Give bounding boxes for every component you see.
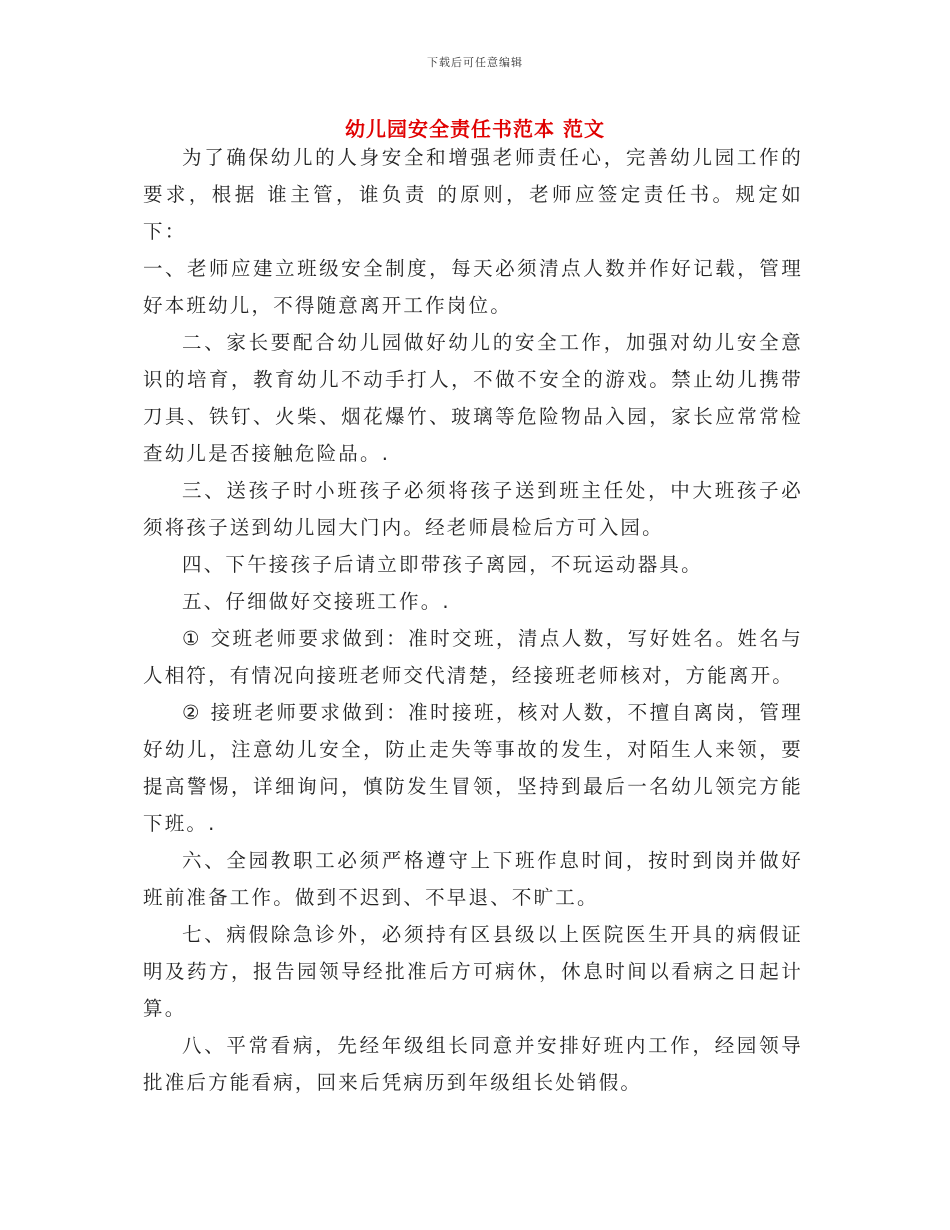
- paragraph-item-4: 四、下午接孩子后请立即带孩子离园，不玩运动器具。: [182, 553, 703, 576]
- page-title: 幼儿园安全责任书范本 范文: [345, 117, 605, 141]
- paragraph-item-7: 七、病假除急诊外，必须持有区县级以上医院医生开具的病假证明及药方，报告园领导经批准后方可病休，休息时间以看病之日起计算。: [143, 923, 803, 1020]
- paragraph-item-5: 五、仔细做好交接班工作。.: [182, 590, 451, 613]
- paragraph-item-8: 八、平常看病，先经年级组长同意并安排好班内工作，经园领导批准后方能看病，回来后凭病历到年级组长处销假。: [143, 1034, 803, 1094]
- header-note: 下载后可任意编辑: [427, 56, 523, 69]
- paragraph-item-1: 一、老师应建立班级安全制度，每天必须清点人数并作好记载，管理好本班幼儿，不得随意离开工作岗位。: [143, 257, 803, 317]
- paragraph-item-5-sub-1: ① 交班老师要求做到：准时交班，清点人数，写好姓名。姓名与人相符，有情况向接班老师交代清楚，经接班老师核对，方能离开。: [143, 627, 803, 687]
- paragraph-item-5-sub-2: ② 接班老师要求做到：准时接班，核对人数，不擅自离岗，管理好幼儿，注意幼儿安全，防止走失等事故的发生，对陌生人来领，要提高警惕，详细询问，慎防发生冒领，坚持到最后一名幼儿领完方能下班。.: [143, 701, 803, 835]
- paragraph-item-2: 二、家长要配合幼儿园做好幼儿的安全工作，加强对幼儿安全意识的培育，教育幼儿不动手打人，不做不安全的游戏。禁止幼儿携带刀具、铁钉、火柴、烟花爆竹、玻璃等危险物品入园，家长应常常检查幼儿是否接触危险品。.: [143, 331, 803, 465]
- paragraph-intro: 为了确保幼儿的人身安全和增强老师责任心，完善幼儿园工作的要求，根据 谁主管，谁负责 的原则，老师应签定责任书。规定如下：: [143, 146, 803, 243]
- document-body: [143, 139, 803, 1101]
- paragraph-item-6: 六、全园教职工必须严格遵守上下班作息时间，按时到岗并做好班前准备工作。做到不迟到、不早退、不旷工。: [143, 849, 803, 909]
- paragraph-item-3: 三、送孩子时小班孩子必须将孩子送到班主任处，中大班孩子必须将孩子送到幼儿园大门内。经老师晨检后方可入园。: [143, 479, 803, 539]
